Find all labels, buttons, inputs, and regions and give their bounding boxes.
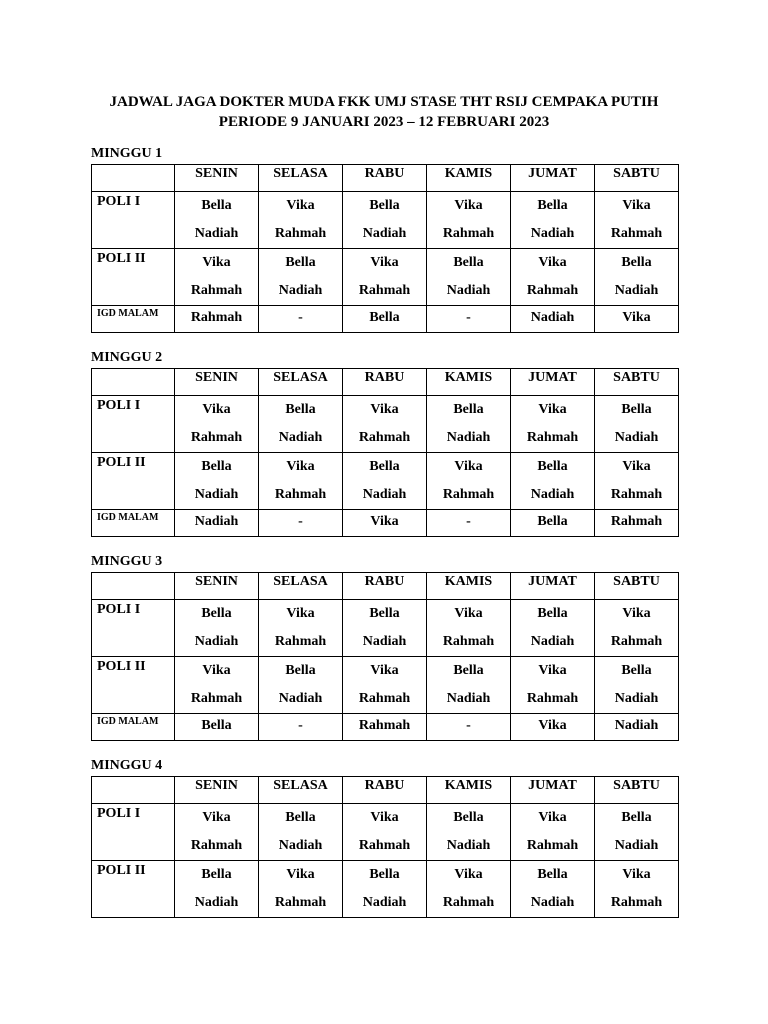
schedule-cell — [343, 453, 427, 510]
doctor-name: Nadiah — [278, 691, 323, 706]
doctor-name: Bella — [201, 606, 232, 621]
table-row — [92, 453, 679, 510]
day-header-label: SABTU — [613, 166, 660, 181]
table-row — [92, 306, 679, 333]
row-label: POLI I — [92, 804, 175, 861]
doctor-name: Rahmah — [610, 514, 663, 529]
doctor-name: Rahmah — [526, 283, 579, 298]
schedule-cell — [259, 804, 343, 861]
corner-cell — [92, 165, 175, 192]
doctor-name: Rahmah — [358, 838, 411, 853]
doctor-name: Rahmah — [190, 691, 243, 706]
schedule-cell — [595, 192, 679, 249]
doctor-name: Bella — [621, 663, 652, 678]
day-header-label: JUMAT — [528, 574, 577, 589]
doctor-name: Bella — [537, 198, 568, 213]
doctor-name: Vika — [202, 402, 231, 417]
schedule-cell — [427, 192, 511, 249]
week-label: MINGGU 3 — [91, 554, 163, 569]
schedule-cell — [343, 861, 427, 918]
schedule-cell — [175, 861, 259, 918]
day-header-label: RABU — [364, 166, 405, 181]
doctor-name: Vika — [622, 606, 651, 621]
doctor-name: Bella — [537, 459, 568, 474]
day-header — [175, 777, 259, 804]
doctor-name: Bella — [201, 459, 232, 474]
schedule-table — [91, 572, 679, 741]
schedule-cell — [511, 396, 595, 453]
doctor-name: Bella — [201, 718, 232, 733]
day-header-label: KAMIS — [444, 370, 493, 385]
day-header-label: KAMIS — [444, 574, 493, 589]
doctor-name: Vika — [454, 459, 483, 474]
schedule-cell — [427, 396, 511, 453]
doctor-name: Vika — [454, 867, 483, 882]
schedule-cell — [259, 714, 343, 741]
schedule-cell — [343, 804, 427, 861]
doctor-name: Rahmah — [190, 283, 243, 298]
schedule-cell — [259, 600, 343, 657]
schedule-cell — [175, 714, 259, 741]
doctor-name: Vika — [538, 402, 567, 417]
doctor-name: - — [466, 718, 471, 733]
doctor-name: Vika — [370, 514, 399, 529]
doctor-name: Vika — [454, 198, 483, 213]
table-row — [92, 600, 679, 657]
day-header-label: KAMIS — [444, 166, 493, 181]
schedule-cell — [511, 510, 595, 537]
doctor-name: Nadiah — [446, 283, 491, 298]
schedule-cell — [427, 510, 511, 537]
doctor-name: Bella — [369, 310, 400, 325]
doctor-name: Bella — [621, 402, 652, 417]
title-line-2: PERIODE 9 JANUARI 2023 – 12 FEBRUARI 2023 — [218, 114, 550, 130]
doctor-name: Nadiah — [446, 691, 491, 706]
table-row — [92, 510, 679, 537]
schedule-cell — [343, 714, 427, 741]
day-header-label: SELASA — [273, 778, 328, 793]
schedule-table — [91, 164, 679, 333]
day-header-label: SABTU — [613, 370, 660, 385]
schedule-cell — [343, 306, 427, 333]
schedule-cell — [259, 861, 343, 918]
doctor-name: Nadiah — [530, 487, 575, 502]
doctor-name: Bella — [285, 402, 316, 417]
header-row — [92, 573, 679, 600]
schedule-cell — [595, 510, 679, 537]
schedule-cell — [259, 192, 343, 249]
day-header — [175, 165, 259, 192]
schedule-cell — [595, 714, 679, 741]
doctor-name: Vika — [202, 255, 231, 270]
day-header — [595, 573, 679, 600]
schedule-cell — [175, 192, 259, 249]
day-header — [511, 369, 595, 396]
doctor-name: Rahmah — [274, 895, 327, 910]
doctor-name: Nadiah — [362, 487, 407, 502]
schedule-table — [91, 368, 679, 537]
day-header — [427, 165, 511, 192]
schedule-cell — [511, 453, 595, 510]
doctor-name: Bella — [285, 255, 316, 270]
schedule-cell — [175, 453, 259, 510]
day-header-label: JUMAT — [528, 166, 577, 181]
day-header — [259, 165, 343, 192]
row-label: POLI II — [92, 861, 175, 918]
table-row — [92, 804, 679, 861]
schedule-cell — [259, 306, 343, 333]
week-label: MINGGU 4 — [91, 758, 163, 773]
schedule-cell — [427, 249, 511, 306]
doctor-name: Nadiah — [194, 895, 239, 910]
doctor-name: Nadiah — [530, 226, 575, 241]
doctor-name: Nadiah — [362, 226, 407, 241]
corner-cell — [92, 777, 175, 804]
schedule-cell — [511, 714, 595, 741]
day-header — [511, 165, 595, 192]
day-header — [259, 369, 343, 396]
schedule-cell — [343, 657, 427, 714]
day-header-label: SELASA — [273, 370, 328, 385]
table-row — [92, 861, 679, 918]
doctor-name: Nadiah — [530, 310, 575, 325]
doctor-name: Nadiah — [530, 895, 575, 910]
doctor-name: Vika — [286, 459, 315, 474]
doctor-name: - — [466, 310, 471, 325]
doctor-name: - — [298, 310, 303, 325]
doctor-name: Nadiah — [194, 634, 239, 649]
doctor-name: Nadiah — [530, 634, 575, 649]
doctor-name: Rahmah — [526, 430, 579, 445]
doctor-name: Rahmah — [274, 634, 327, 649]
day-header-label: SELASA — [273, 166, 328, 181]
doctor-name: Rahmah — [442, 895, 495, 910]
row-label: IGD MALAM — [92, 306, 175, 333]
row-label: POLI II — [92, 453, 175, 510]
schedule-cell — [343, 192, 427, 249]
doctor-name: Bella — [453, 255, 484, 270]
table-row — [92, 396, 679, 453]
doctor-name: Bella — [537, 606, 568, 621]
row-label: IGD MALAM — [92, 510, 175, 537]
schedule-cell — [175, 306, 259, 333]
schedule-cell — [511, 804, 595, 861]
day-header-label: SABTU — [613, 574, 660, 589]
doctor-name: Bella — [369, 198, 400, 213]
doctor-name: Rahmah — [610, 226, 663, 241]
schedule-cell — [511, 249, 595, 306]
day-header — [259, 777, 343, 804]
doctor-name: Nadiah — [278, 430, 323, 445]
row-label: POLI I — [92, 192, 175, 249]
doctor-name: Vika — [622, 459, 651, 474]
schedule-cell — [427, 714, 511, 741]
doctor-name: Vika — [538, 718, 567, 733]
day-header-label: SELASA — [273, 574, 328, 589]
doctor-name: Nadiah — [362, 634, 407, 649]
week-label: MINGGU 1 — [91, 146, 163, 161]
doctor-name: Vika — [370, 810, 399, 825]
doctor-name: Rahmah — [358, 283, 411, 298]
schedule-cell — [511, 306, 595, 333]
doctor-name: Nadiah — [278, 838, 323, 853]
day-header-label: SENIN — [195, 370, 238, 385]
day-header-label: JUMAT — [528, 370, 577, 385]
doctor-name: Nadiah — [614, 283, 659, 298]
row-label: POLI I — [92, 396, 175, 453]
corner-cell — [92, 573, 175, 600]
doctor-name: Vika — [622, 198, 651, 213]
schedule-cell — [175, 600, 259, 657]
doctor-name: Rahmah — [610, 487, 663, 502]
table-row — [92, 249, 679, 306]
schedule-cell — [175, 804, 259, 861]
doctor-name: Vika — [370, 663, 399, 678]
doctor-name: Bella — [369, 867, 400, 882]
doctor-name: Rahmah — [190, 430, 243, 445]
schedule-cell — [595, 396, 679, 453]
schedule-cell — [175, 396, 259, 453]
doctor-name: Vika — [286, 867, 315, 882]
day-header — [427, 777, 511, 804]
day-header-label: JUMAT — [528, 778, 577, 793]
day-header — [511, 573, 595, 600]
schedule-cell — [259, 453, 343, 510]
schedule-cell — [595, 306, 679, 333]
doctor-name: Nadiah — [614, 430, 659, 445]
day-header — [175, 369, 259, 396]
schedule-cell — [343, 600, 427, 657]
day-header — [343, 165, 427, 192]
day-header — [595, 369, 679, 396]
document-title — [0, 92, 768, 132]
day-header-label: SENIN — [195, 574, 238, 589]
schedule-cell — [175, 249, 259, 306]
schedule-cell — [175, 510, 259, 537]
row-label: POLI I — [92, 600, 175, 657]
doctor-name: Nadiah — [446, 838, 491, 853]
doctor-name: Nadiah — [362, 895, 407, 910]
doctor-name: Nadiah — [614, 718, 659, 733]
doctor-name: Bella — [621, 810, 652, 825]
day-header — [595, 777, 679, 804]
day-header — [259, 573, 343, 600]
schedule-cell — [427, 657, 511, 714]
header-row — [92, 777, 679, 804]
schedule-cell — [343, 396, 427, 453]
day-header — [511, 777, 595, 804]
doctor-name: Vika — [454, 606, 483, 621]
doctor-name: Vika — [622, 310, 651, 325]
doctor-name: Vika — [622, 867, 651, 882]
day-header — [175, 573, 259, 600]
schedule-cell — [511, 192, 595, 249]
doctor-name: Bella — [621, 255, 652, 270]
doctor-name: Vika — [370, 255, 399, 270]
schedule-cell — [343, 249, 427, 306]
schedule-cell — [595, 657, 679, 714]
doctor-name: Rahmah — [358, 691, 411, 706]
doctor-name: - — [298, 514, 303, 529]
doctor-name: Nadiah — [446, 430, 491, 445]
schedule-cell — [595, 804, 679, 861]
schedule-cell — [427, 306, 511, 333]
doctor-name: Nadiah — [278, 283, 323, 298]
row-label: POLI II — [92, 249, 175, 306]
schedule-cell — [511, 861, 595, 918]
doctor-name: Bella — [201, 867, 232, 882]
day-header-label: RABU — [364, 574, 405, 589]
doctor-name: Vika — [538, 663, 567, 678]
doctor-name: Nadiah — [194, 514, 239, 529]
doctor-name: Vika — [538, 255, 567, 270]
day-header-label: RABU — [364, 370, 405, 385]
day-header-label: SENIN — [195, 778, 238, 793]
schedule-cell — [427, 861, 511, 918]
schedule-cell — [595, 600, 679, 657]
doctor-name: Vika — [538, 810, 567, 825]
doctor-name: Vika — [202, 663, 231, 678]
day-header-label: SENIN — [195, 166, 238, 181]
doctor-name: Rahmah — [526, 691, 579, 706]
schedule-cell — [343, 510, 427, 537]
doctor-name: Rahmah — [610, 634, 663, 649]
doctor-name: Bella — [369, 606, 400, 621]
day-header — [343, 369, 427, 396]
corner-cell — [92, 369, 175, 396]
doctor-name: Nadiah — [194, 487, 239, 502]
title-line-1: JADWAL JAGA DOKTER MUDA FKK UMJ STASE THT RSIJ CEMPAKA PUTIH — [109, 94, 659, 110]
table-row — [92, 192, 679, 249]
doctor-name: Vika — [286, 198, 315, 213]
doctor-name: - — [466, 514, 471, 529]
table-row — [92, 714, 679, 741]
doctor-name: - — [298, 718, 303, 733]
schedule-cell — [259, 510, 343, 537]
doctor-name: Bella — [285, 663, 316, 678]
doctor-name: Rahmah — [274, 226, 327, 241]
doctor-name: Bella — [453, 810, 484, 825]
week-label: MINGGU 2 — [91, 350, 163, 365]
day-header-label: RABU — [364, 778, 405, 793]
doctor-name: Bella — [285, 810, 316, 825]
doctor-name: Rahmah — [190, 310, 243, 325]
day-header — [427, 369, 511, 396]
schedule-cell — [511, 657, 595, 714]
table-row — [92, 657, 679, 714]
doctor-name: Rahmah — [358, 718, 411, 733]
schedule-cell — [175, 657, 259, 714]
schedule-cell — [595, 861, 679, 918]
schedule-cell — [511, 600, 595, 657]
row-label: POLI II — [92, 657, 175, 714]
schedule-cell — [259, 657, 343, 714]
doctor-name: Rahmah — [190, 838, 243, 853]
doctor-name: Vika — [370, 402, 399, 417]
schedule-cell — [427, 804, 511, 861]
doctor-name: Bella — [453, 663, 484, 678]
doctor-name: Rahmah — [526, 838, 579, 853]
schedule-table — [91, 776, 679, 918]
doctor-name: Bella — [537, 867, 568, 882]
day-header-label: SABTU — [613, 778, 660, 793]
day-header — [595, 165, 679, 192]
schedule-cell — [427, 453, 511, 510]
doctor-name: Nadiah — [614, 838, 659, 853]
row-label: IGD MALAM — [92, 714, 175, 741]
day-header — [343, 777, 427, 804]
doctor-name: Bella — [369, 459, 400, 474]
schedule-cell — [259, 249, 343, 306]
doctor-name: Bella — [201, 198, 232, 213]
doctor-name: Rahmah — [610, 895, 663, 910]
doctor-name: Vika — [202, 810, 231, 825]
doctor-name: Rahmah — [442, 487, 495, 502]
doctor-name: Nadiah — [614, 691, 659, 706]
doctor-name: Bella — [537, 514, 568, 529]
doctor-name: Bella — [453, 402, 484, 417]
day-header — [427, 573, 511, 600]
doctor-name: Rahmah — [442, 226, 495, 241]
header-row — [92, 165, 679, 192]
doctor-name: Rahmah — [358, 430, 411, 445]
schedule-cell — [595, 453, 679, 510]
header-row — [92, 369, 679, 396]
schedule-cell — [259, 396, 343, 453]
doctor-name: Nadiah — [194, 226, 239, 241]
day-header — [343, 573, 427, 600]
doctor-name: Rahmah — [442, 634, 495, 649]
doctor-name: Rahmah — [274, 487, 327, 502]
schedule-cell — [427, 600, 511, 657]
schedule-cell — [595, 249, 679, 306]
day-header-label: KAMIS — [444, 778, 493, 793]
doctor-name: Vika — [286, 606, 315, 621]
